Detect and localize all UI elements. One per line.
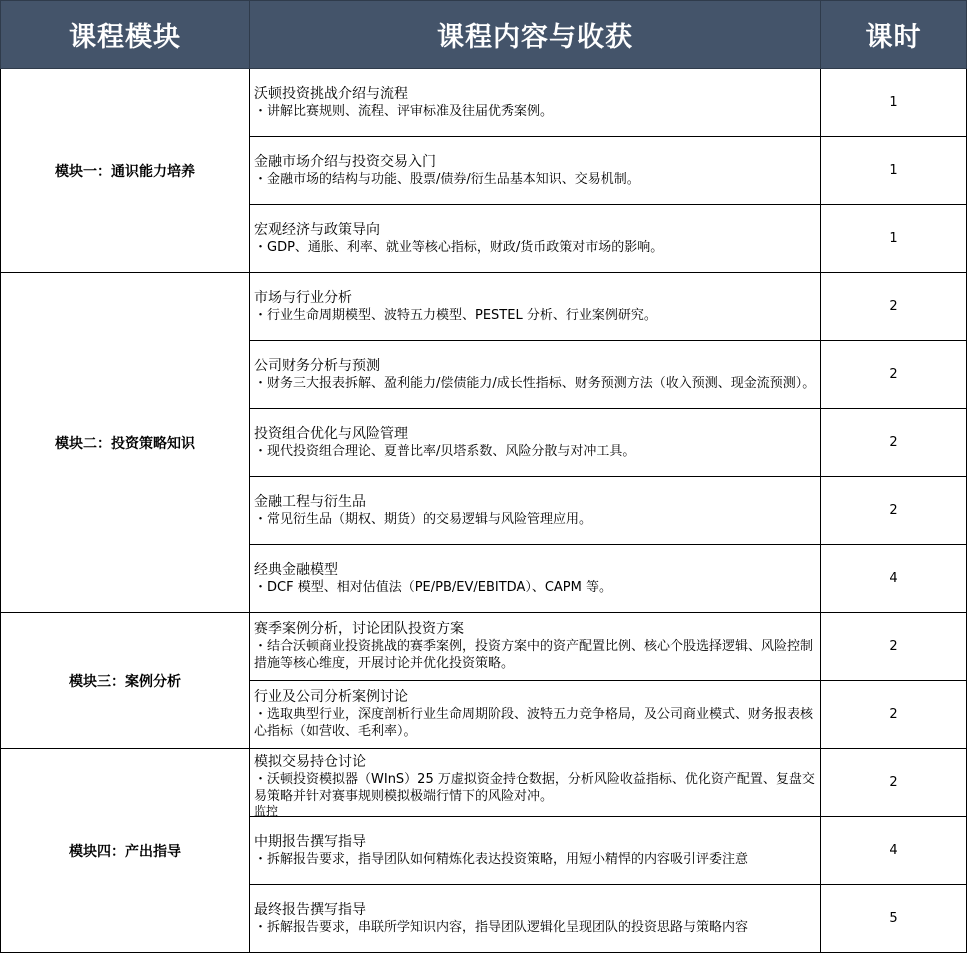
topic-detail: ・选取典型行业，深度剖析行业生命周期阶段、波特五力竞争格局，及公司商业模式、财务报表核心指标（如营收、毛利率）。 (254, 707, 814, 739)
header-row (1, 1, 967, 69)
hours-cell: 2 (821, 273, 967, 341)
hours-cell: 4 (821, 817, 967, 885)
hours-cell: 2 (821, 681, 967, 749)
header-content: 课程内容与收获 (250, 1, 821, 69)
topic-detail: ・金融市场的结构与功能、股票/债券/衍生品基本知识、交易机制。 (254, 171, 640, 187)
content-cell (250, 749, 821, 817)
topic-detail: ・DCF 模型、相对估值法（PE/PB/EV/EBITDA）、CAPM 等。 (254, 579, 612, 595)
topic-title: 宏观经济与政策导向 (254, 221, 380, 238)
topic-detail: ・拆解报告要求，指导团队如何精炼化表达投资策略，用短小精悍的内容吸引评委注意 (254, 851, 749, 867)
table-row (1, 749, 967, 817)
topic-detail: ・行业生命周期模型、波特五力模型、PESTEL 分析、行业案例研究。 (254, 307, 657, 323)
topic-title: 金融市场介绍与投资交易入门 (254, 153, 436, 170)
module-cell: 模块三：案例分析 (1, 613, 250, 749)
topic-title: 行业及公司分析案例讨论 (254, 689, 408, 705)
content-cell (250, 69, 821, 137)
topic-detail: ・拆解报告要求，串联所学知识内容，指导团队逻辑化呈现团队的投资思路与策略内容 (254, 919, 749, 935)
topic-detail: ・常见衍生品（期权、期货）的交易逻辑与风险管理应用。 (254, 511, 593, 527)
content-cell (250, 409, 821, 477)
topic-title: 模拟交易持仓讨论 (254, 754, 366, 770)
topic-title: 经典金融模型 (254, 561, 338, 578)
hours-cell: 1 (821, 205, 967, 273)
topic-detail: ・沃顿投资模拟器（WInS）25 万虚拟资金持仓数据，分析风险收益指标、优化资产配置、复盘交易策略并针对赛事规则模拟极端行情下的风险对冲。 (254, 772, 815, 804)
content-cell (250, 273, 821, 341)
topic-title: 中期报告撰写指导 (254, 833, 366, 850)
content-cell (250, 137, 821, 205)
module-cell: 模块二：投资策略知识 (1, 273, 250, 613)
hours-cell: 1 (821, 137, 967, 205)
hours-cell: 2 (821, 477, 967, 545)
module-cell: 模块四：产出指导 (1, 749, 250, 953)
table-row (1, 613, 967, 681)
topic-detail: ・现代投资组合理论、夏普比率/贝塔系数、风险分散与对冲工具。 (254, 443, 636, 459)
content-cell (250, 205, 821, 273)
hours-cell: 2 (821, 409, 967, 477)
content-cell (250, 681, 821, 749)
table-row (1, 69, 967, 137)
topic-detail: ・财务三大报表拆解、盈利能力/偿债能力/成长性指标、财务预测方法（收入预测、现金流预测）。 (254, 375, 816, 391)
topic-title: 公司财务分析与预测 (254, 357, 380, 374)
table-row (1, 273, 967, 341)
topic-detail: ・结合沃顿商业投资挑战的赛季案例，投资方案中的资产配置比例、核心个股选择逻辑、风险控制措施等核心维度，开展讨论并优化投资策略。 (254, 639, 814, 671)
header-module: 课程模块 (1, 1, 250, 69)
clipped-text: 监控 (254, 804, 279, 818)
hours-cell: 4 (821, 545, 967, 613)
hours-cell: 5 (821, 885, 967, 953)
content-cell (250, 885, 821, 953)
hours-cell: 1 (821, 69, 967, 137)
content-cell (250, 817, 821, 885)
content-cell (250, 545, 821, 613)
content-cell (250, 341, 821, 409)
topic-title: 金融工程与衍生品 (254, 493, 366, 510)
header-hours: 课时 (821, 1, 967, 69)
topic-title: 赛季案例分析，讨论团队投资方案 (254, 621, 464, 637)
topic-detail: ・GDP、通胀、利率、就业等核心指标，财政/货币政策对市场的影响。 (254, 239, 664, 255)
content-cell (250, 613, 821, 681)
content-cell (250, 477, 821, 545)
topic-title: 市场与行业分析 (254, 289, 352, 306)
topic-title: 沃顿投资挑战介绍与流程 (254, 85, 408, 102)
module-cell: 模块一：通识能力培养 (1, 69, 250, 273)
topic-title: 投资组合优化与风险管理 (254, 425, 408, 442)
hours-cell: 2 (821, 341, 967, 409)
hours-cell: 2 (821, 613, 967, 681)
topic-detail: ・讲解比赛规则、流程、评审标准及往届优秀案例。 (254, 103, 554, 119)
hours-cell: 2 (821, 749, 967, 817)
topic-title: 最终报告撰写指导 (254, 901, 366, 918)
